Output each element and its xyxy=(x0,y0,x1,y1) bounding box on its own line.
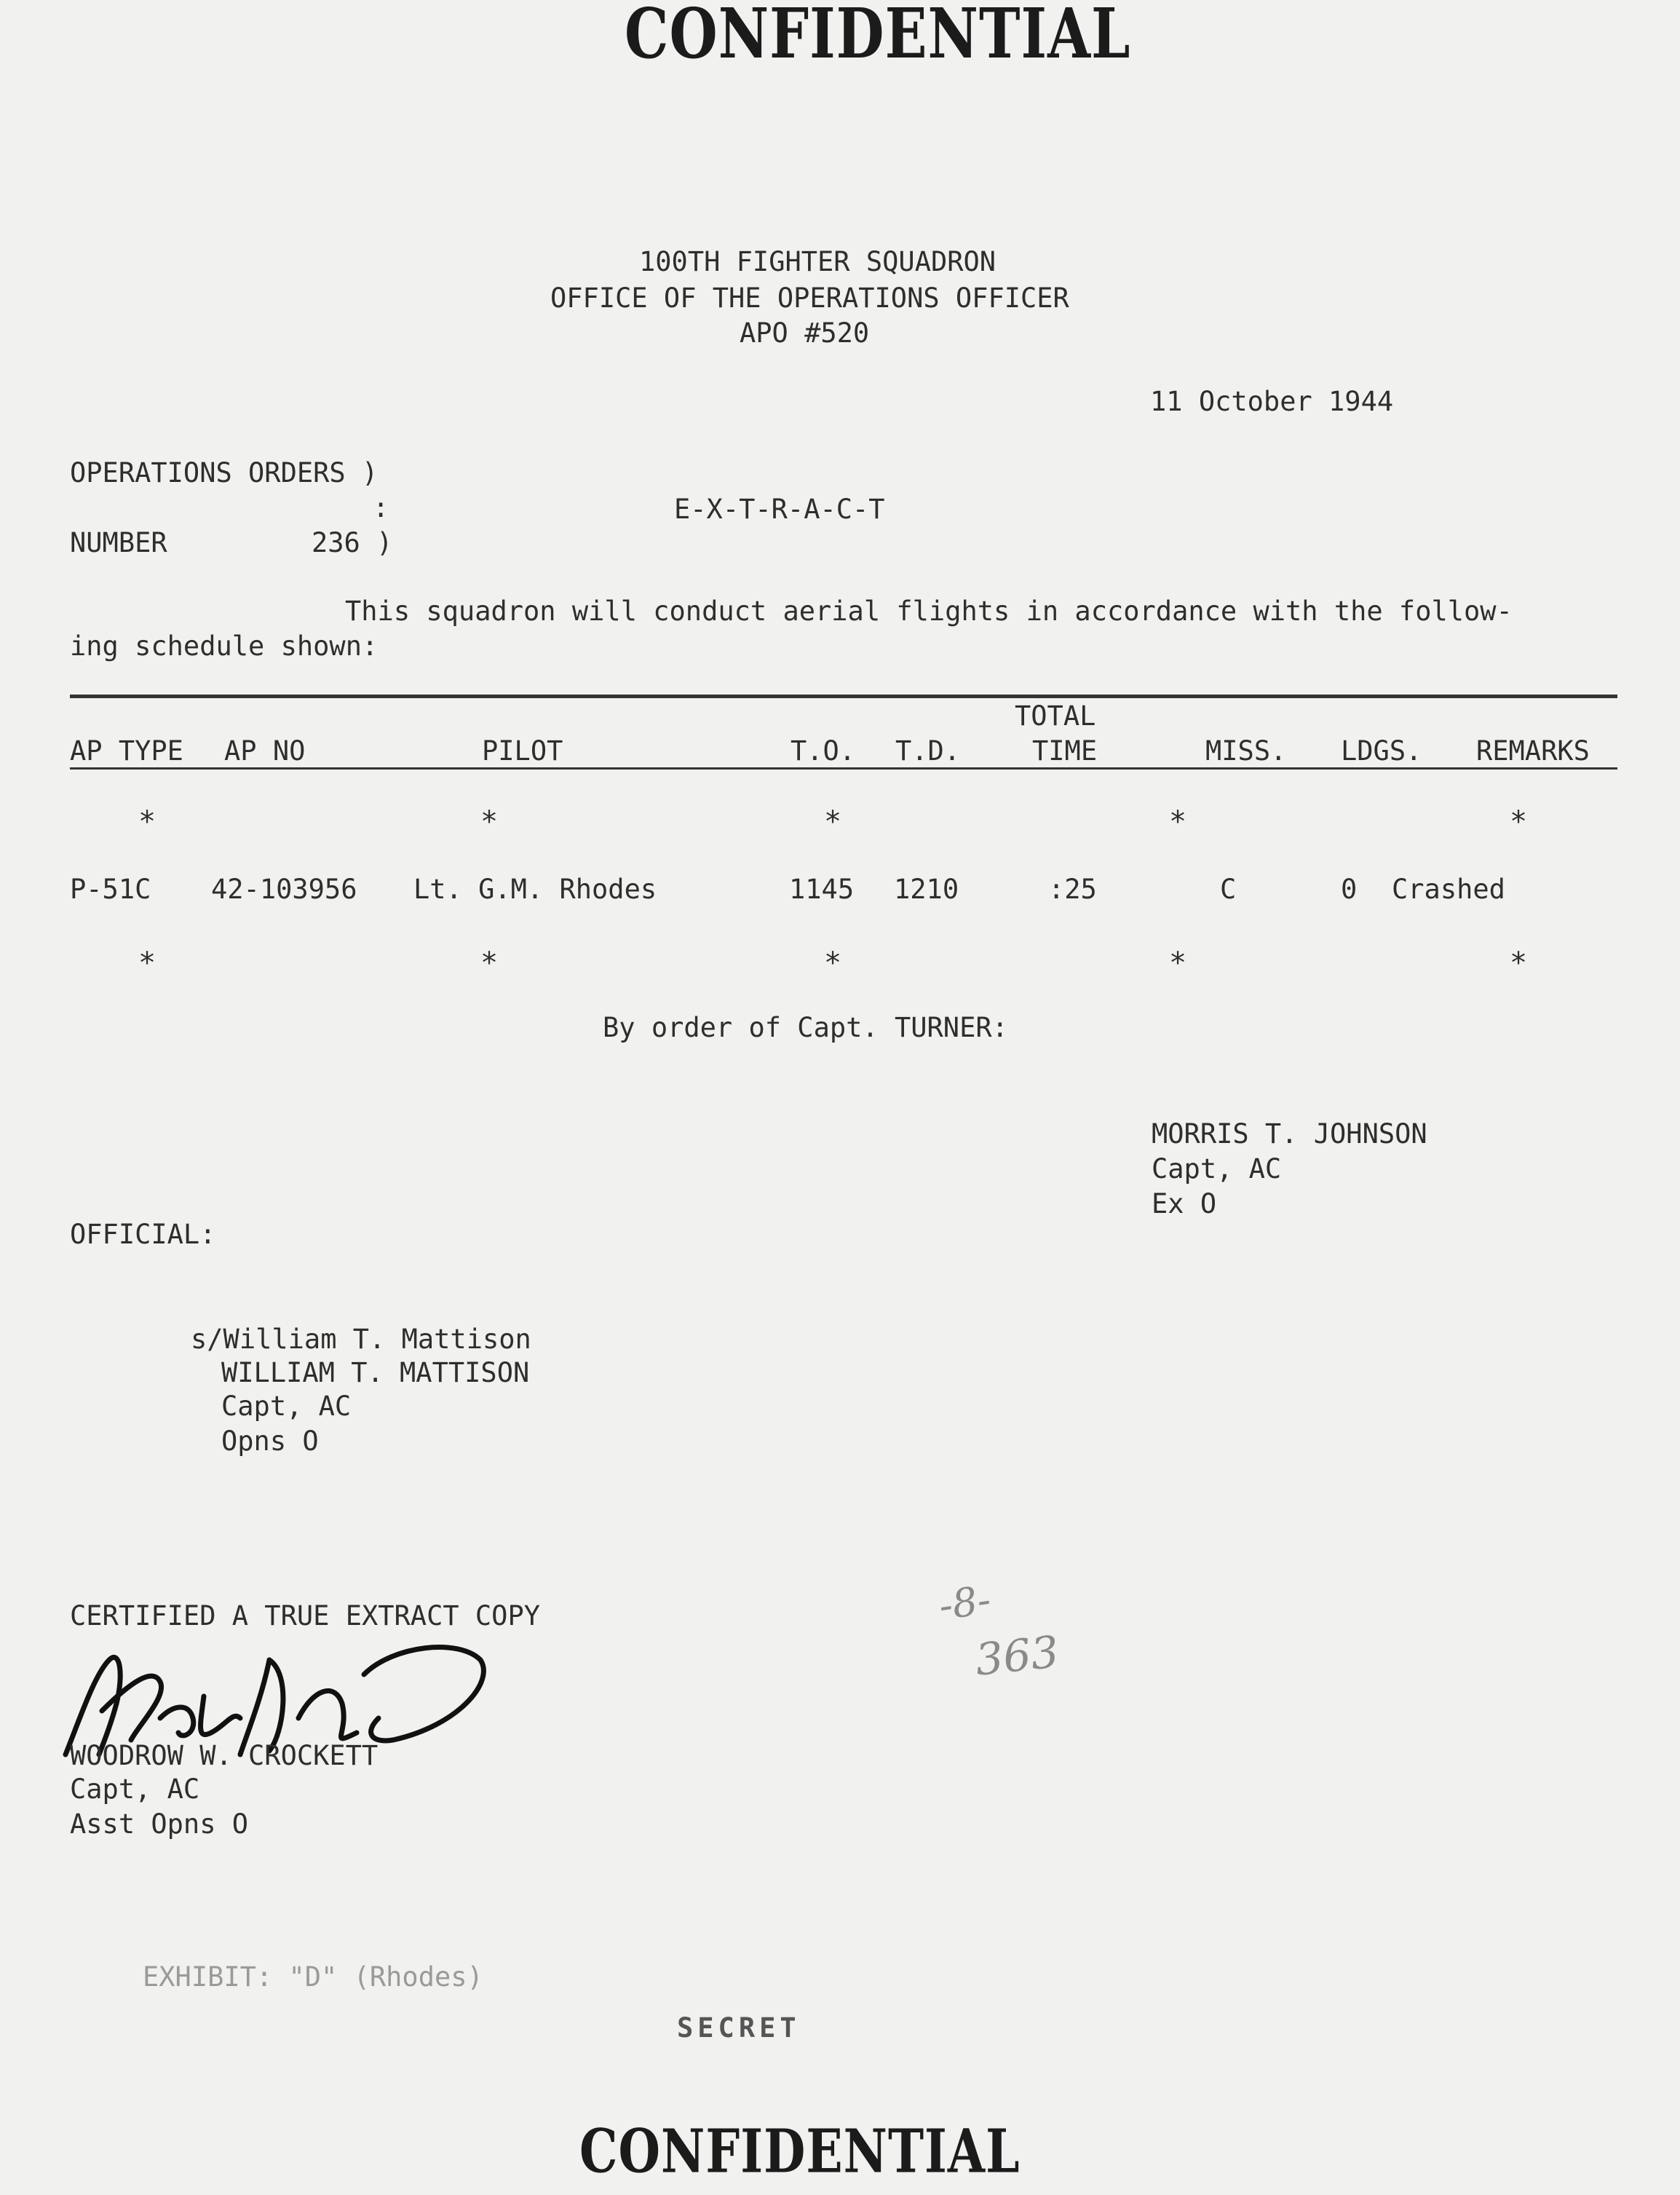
cell-ap-no: 42-103956 xyxy=(211,874,357,905)
header-ap-type: AP TYPE xyxy=(70,735,183,767)
exhibit-label: EXHIBIT: "D" (Rhodes) xyxy=(143,1961,483,1993)
header-remarks: REMARKS xyxy=(1476,735,1590,767)
intro-line-2: ing schedule shown: xyxy=(70,630,379,662)
orders-colon: : xyxy=(373,492,389,523)
intro-line-1: This squadron will conduct aerial flights in accordance with the follow- xyxy=(345,596,1513,627)
header-to: T.O. xyxy=(791,735,856,767)
omission-star: * xyxy=(824,946,842,980)
certified-name: WOODROW W. CROCKETT xyxy=(70,1740,379,1771)
extract-title: E-X-T-R-A-C-T xyxy=(674,494,885,525)
omission-star: * xyxy=(824,805,842,839)
cell-ap-type: P-51C xyxy=(70,874,151,905)
header-pilot: PILOT xyxy=(482,735,563,767)
confidential-stamp-bottom: CONFIDENTIAL xyxy=(579,2116,1021,2187)
official-rank: Capt, AC xyxy=(221,1391,352,1422)
omission-star: * xyxy=(138,946,156,980)
omission-star: * xyxy=(1510,946,1528,980)
cell-td: 1210 xyxy=(894,874,959,905)
omission-star: * xyxy=(1169,805,1187,839)
handwritten-note-line-1: -8- xyxy=(935,1576,994,1629)
confidential-stamp-top: CONFIDENTIAL xyxy=(625,0,1131,74)
orders-number: 236 ) xyxy=(312,527,393,558)
omission-star: * xyxy=(480,805,499,839)
official-name: WILLIAM T. MATTISON xyxy=(221,1357,530,1388)
cell-ldgs: 0 xyxy=(1341,874,1358,905)
document-date: 11 October 1944 xyxy=(1150,386,1394,417)
commander-name: MORRIS T. JOHNSON xyxy=(1152,1118,1427,1150)
cell-to: 1145 xyxy=(789,874,855,905)
orders-number-label: NUMBER xyxy=(70,527,167,558)
cell-miss: C xyxy=(1220,874,1237,905)
header-time: TIME xyxy=(1032,735,1098,767)
cell-pilot: Lt. G.M. Rhodes xyxy=(413,874,657,905)
cell-time: :25 xyxy=(1048,874,1097,905)
header-miss: MISS. xyxy=(1205,735,1287,767)
table-top-rule xyxy=(70,695,1617,698)
omission-star: * xyxy=(480,946,499,980)
omission-star: * xyxy=(138,805,156,839)
header-total: TOTAL xyxy=(1015,700,1096,732)
by-order-line: By order of Capt. TURNER: xyxy=(603,1012,1008,1043)
omission-star: * xyxy=(1169,946,1187,980)
commander-rank: Capt, AC xyxy=(1152,1153,1282,1184)
handwritten-note-line-2: 363 xyxy=(972,1626,1061,1686)
cell-remarks: Crashed xyxy=(1392,874,1505,905)
unit-name: 100TH FIGHTER SQUADRON xyxy=(639,246,996,277)
certified-label: CERTIFIED A TRUE EXTRACT COPY xyxy=(70,1600,541,1632)
classification-label: SECRET xyxy=(677,2012,801,2044)
table-header-rule xyxy=(70,767,1617,770)
office-name: OFFICE OF THE OPERATIONS OFFICER xyxy=(550,282,1069,314)
header-td: T.D. xyxy=(895,735,961,767)
official-title: Opns O xyxy=(221,1425,319,1457)
omission-star: * xyxy=(1510,805,1528,839)
certified-title: Asst Opns O xyxy=(70,1808,249,1840)
official-label: OFFICIAL: xyxy=(70,1219,216,1250)
apo-number: APO #520 xyxy=(740,317,870,349)
orders-label: OPERATIONS ORDERS ) xyxy=(70,457,379,489)
official-signed: s/William T. Mattison xyxy=(191,1324,531,1355)
header-ap-no: AP NO xyxy=(224,735,306,767)
header-ldgs: LDGS. xyxy=(1341,735,1422,767)
certified-rank: Capt, AC xyxy=(70,1773,200,1805)
commander-title: Ex O xyxy=(1152,1188,1217,1219)
